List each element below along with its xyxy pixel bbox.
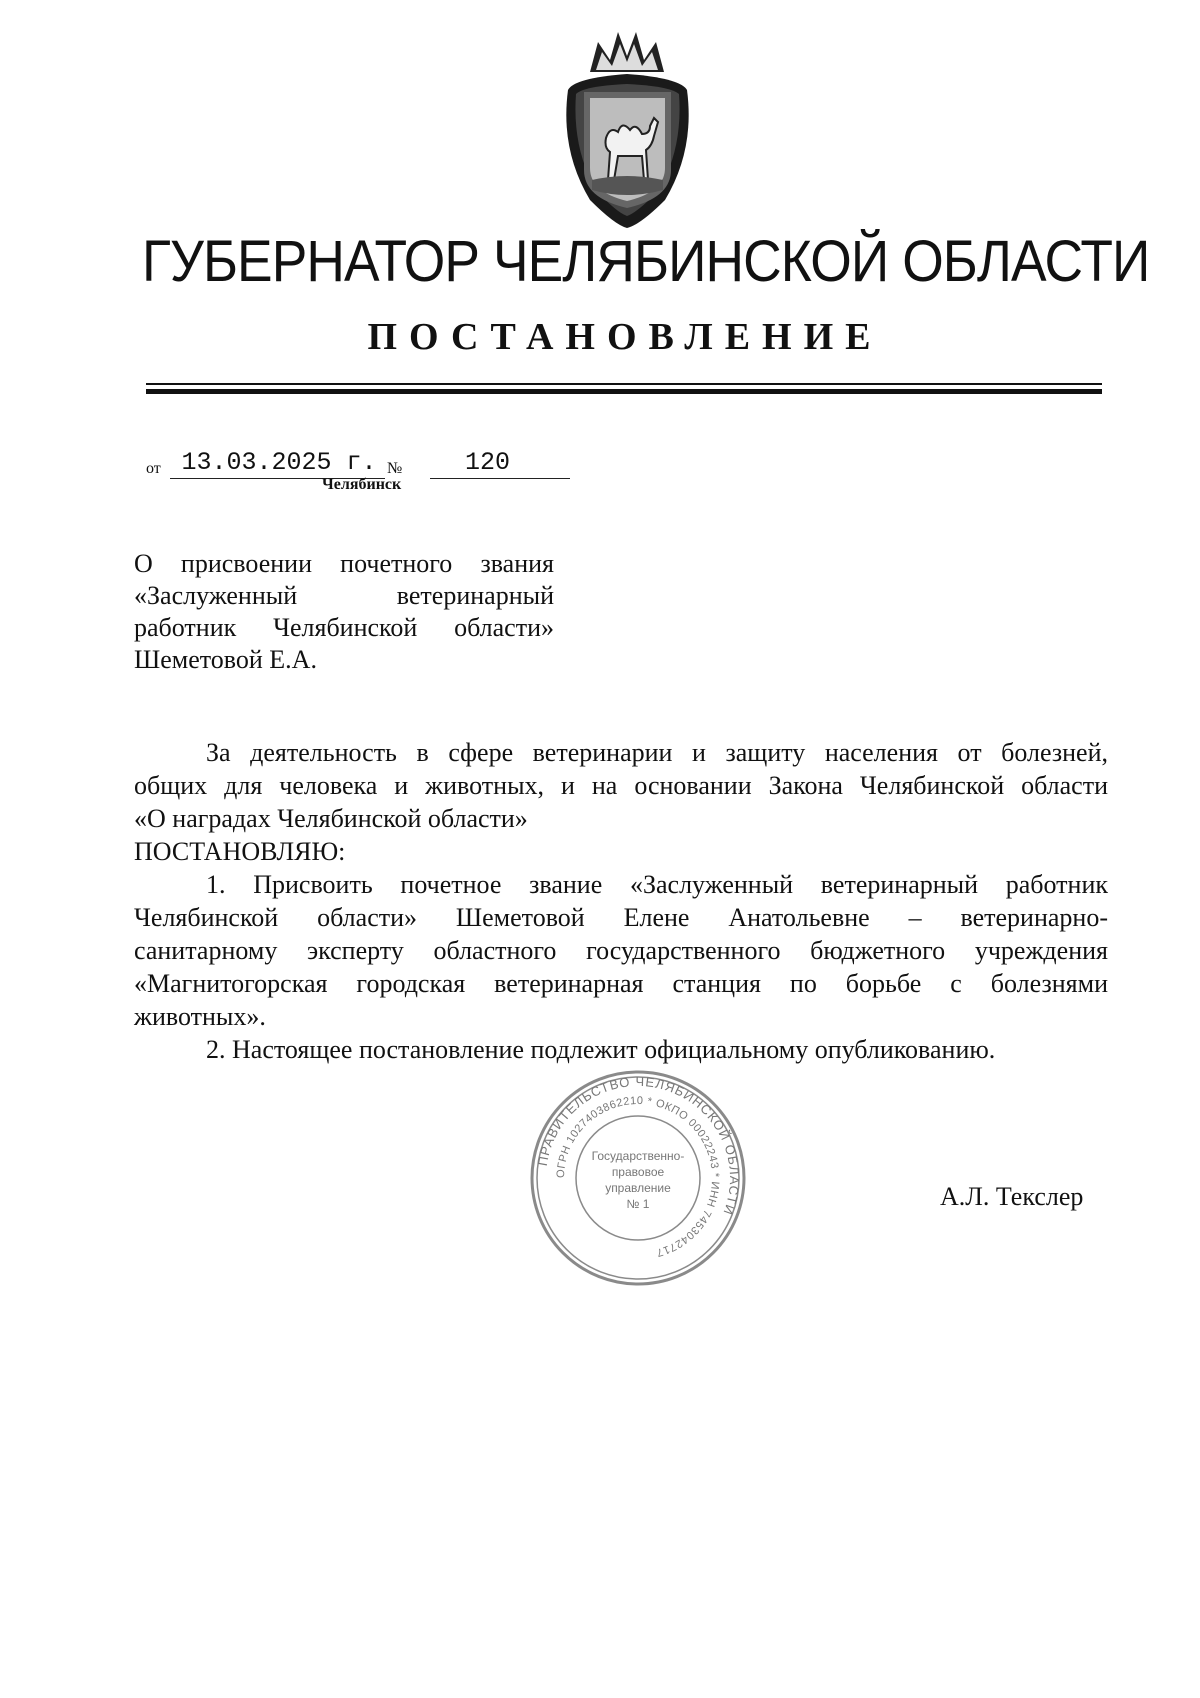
seal-outer-text: ПРАВИТЕЛЬСТВО ЧЕЛЯБИНСКОЙ ОБЛАСТИ xyxy=(534,1073,743,1218)
item1-line: Челябинской области» Шеметовой Елене Анатольевне – ветеринарно- xyxy=(134,903,1108,932)
item1-line: 1. Присвоить почетное звание «Заслуженный ветеринарный работник xyxy=(206,870,1108,899)
seal-center-line: Государственно- xyxy=(591,1149,685,1163)
subject-line: работник Челябинской области» xyxy=(134,613,554,642)
item2-line: 2. Настоящее постановление подлежит официальному опубликованию. xyxy=(206,1035,996,1064)
seal-center-line: управление xyxy=(605,1181,671,1195)
item1-line: санитарному эксперту областного государственного бюджетного учреждения xyxy=(134,936,1108,965)
authority-title: ГУБЕРНАТОР ЧЕЛЯБИНСКОЙ ОБЛАСТИ xyxy=(142,229,1150,294)
item1-line: «Магнитогорская городская ветеринарная станция по борьбе с болезнями xyxy=(134,969,1108,998)
preamble xyxy=(134,736,1108,868)
seal-center-line: правовое xyxy=(611,1165,665,1179)
subject-line: Шеметовой Е.А. xyxy=(134,645,317,674)
document-type-title: ПОСТАНОВЛЕНИЕ xyxy=(367,316,883,358)
preamble-line: За деятельность в сфере ветеринарии и защиту населения от болезней, xyxy=(206,738,1108,767)
seal-center-line: № 1 xyxy=(626,1197,650,1211)
document-date: 13.03.2025 г. xyxy=(181,448,377,477)
document-subject xyxy=(134,548,554,676)
signatory-name: А.Л. Текслер xyxy=(940,1182,1084,1211)
number-underline xyxy=(430,478,570,479)
document-city: Челябинск xyxy=(322,476,402,493)
header-rule-thin xyxy=(146,383,1102,385)
subject-line: О присвоении почетного звания xyxy=(134,549,554,578)
coat-of-arms-icon xyxy=(560,30,695,230)
date-from-label: от xyxy=(146,460,161,477)
decree-item-1 xyxy=(134,868,1108,1033)
preamble-line: общих для человека и животных, и на основании Закона Челябинской области xyxy=(134,771,1108,800)
decree-word: ПОСТАНОВЛЯЮ: xyxy=(134,837,346,866)
decree-item-2 xyxy=(134,1033,1108,1066)
header-rule-thick xyxy=(146,389,1102,394)
seal-inner-text: ОГРН 1027403862210 * ОКПО 00022243 * ИНН 7453042717 xyxy=(554,1094,722,1259)
official-seal-stamp xyxy=(528,1068,748,1288)
number-label: № xyxy=(387,460,403,477)
document-meta xyxy=(0,448,1200,478)
subject-line: «Заслуженный ветеринарный xyxy=(134,581,554,610)
document-number: 120 xyxy=(464,448,510,477)
item1-line: животных». xyxy=(134,1002,266,1031)
preamble-line: «О наградах Челябинской области» xyxy=(134,804,528,833)
